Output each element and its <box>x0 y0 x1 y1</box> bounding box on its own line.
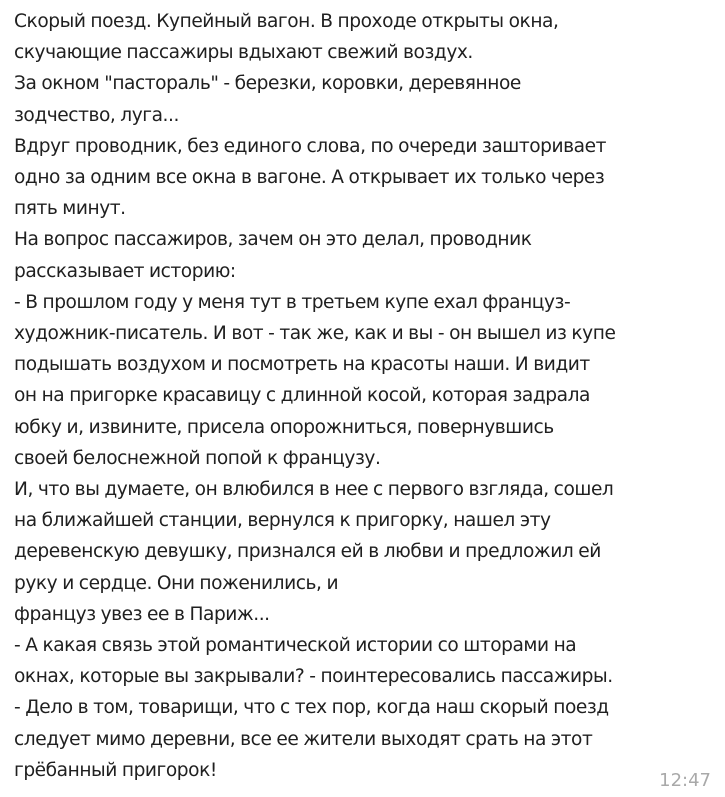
message-line: одно за одним все окна в вагоне. А открывает их только через <box>14 167 605 189</box>
message-line: деревенскую девушку, признался ей в любви и предложил ей <box>14 541 601 563</box>
message-line: следует мимо деревни, все ее жители выходят срать на этот <box>14 728 593 750</box>
message-line: - Дело в том, товарищи, что с тех пор, когда наш скорый поезд <box>14 697 609 719</box>
message-text <box>14 6 714 786</box>
message-line: За окном "пастораль" - березки, коровки, деревянное <box>14 73 521 95</box>
message-line: француз увез ее в Париж... <box>14 603 270 625</box>
message-line: грёбанный пригорок! <box>14 759 217 781</box>
message-line: руку и сердце. Они поженились, и <box>14 572 339 594</box>
message-line: пять минут. <box>14 198 126 220</box>
message-line: - В прошлом году у меня тут в третьем купе ехал француз- <box>14 291 571 313</box>
message-line: окнах, которые вы закрывали? - поинтересовались пассажиры. <box>14 666 613 688</box>
message-line: юбку и, извините, присела опорожниться, повернувшись <box>14 416 554 438</box>
message-timestamp: 12:47 <box>659 770 711 791</box>
message-line: Скорый поезд. Купейный вагон. В проходе открыты окна, <box>14 11 559 32</box>
message-line: Вдруг проводник, без единого слова, по очереди зашторивает <box>14 135 606 157</box>
message-line: своей белоснежной попой к французу. <box>14 447 381 469</box>
message-line: - А какая связь этой романтической истории со шторами на <box>14 635 577 657</box>
message-line: он на пригорке красавицу с длинной косой, которая задрала <box>14 385 590 407</box>
message-line: рассказывает историю: <box>14 260 236 282</box>
message-line: И, что вы думаете, он влюбился в нее с первого взгляда, сошел <box>14 479 614 501</box>
message-line: скучающие пассажиры вдыхают свежий воздух. <box>14 42 473 64</box>
message-line: На вопрос пассажиров, зачем он это делал, проводник <box>14 229 532 251</box>
message-line: подышать воздухом и посмотреть на красоты наши. И видит <box>14 354 590 376</box>
message-line: на ближайшей станции, вернулся к пригорку, нашел эту <box>14 510 551 532</box>
message-line: зодчество, луга... <box>14 104 179 126</box>
message-line: художник-писатель. И вот - так же, как и вы - он вышел из купе <box>14 323 616 345</box>
